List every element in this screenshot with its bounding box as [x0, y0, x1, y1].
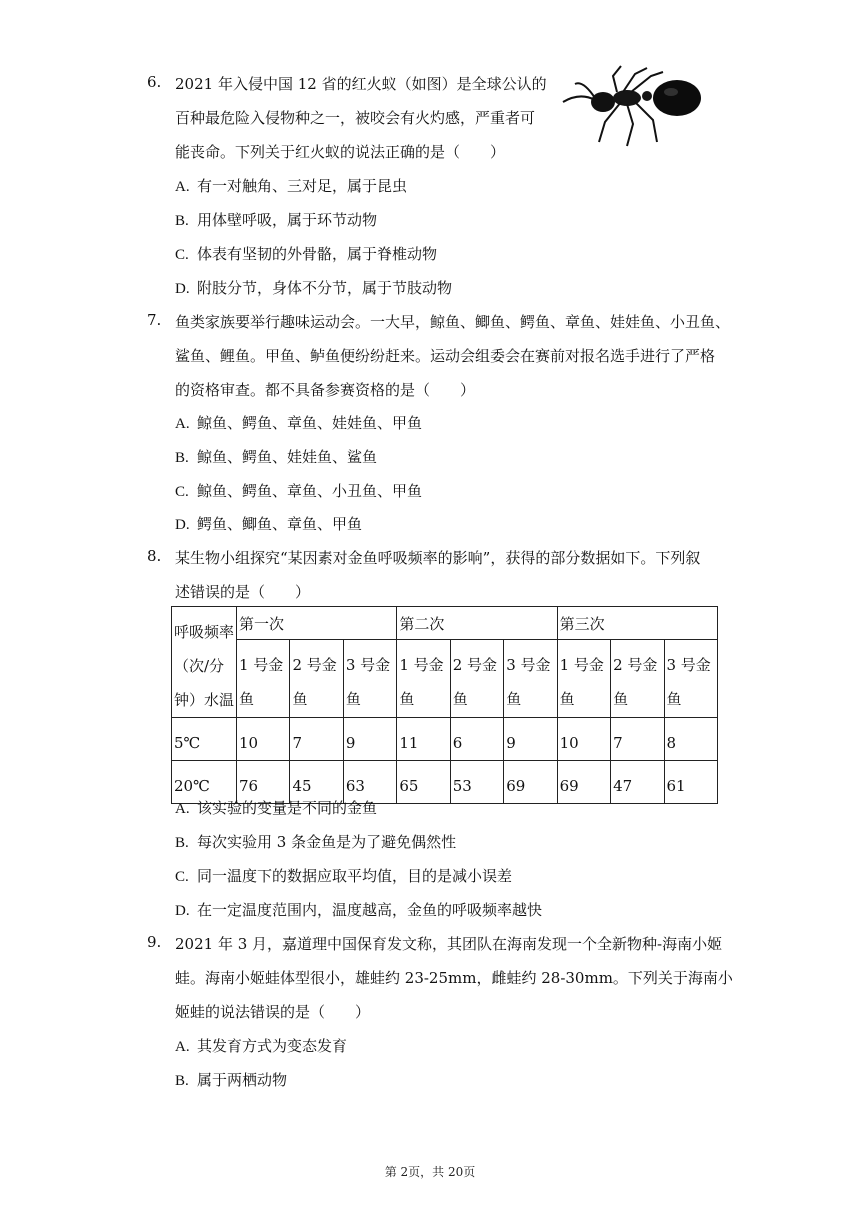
corner-label: 呼吸频率 [174, 623, 235, 641]
fish-header: 2 号金鱼 [450, 640, 503, 718]
option-d[interactable] [175, 513, 362, 534]
option-letter: B. [175, 835, 189, 851]
option-text: 用体壁呼吸，属于环节动物 [197, 211, 378, 229]
fish-header: 3 号金鱼 [343, 640, 396, 718]
fish-header: 1 号金鱼 [557, 640, 610, 718]
option-a[interactable] [175, 797, 377, 818]
option-letter: D. [175, 281, 190, 297]
option-c[interactable] [175, 865, 512, 886]
page-footer: 第 2页，共 20页 [384, 1165, 476, 1179]
option-text: 其发育方式为变态发育 [197, 1037, 348, 1055]
question-number: 8. [147, 547, 162, 565]
option-text: 鲸鱼、鳄鱼、娃娃鱼、鲨鱼 [197, 448, 378, 466]
option-text: 附肢分节，身体不分节，属于节肢动物 [197, 279, 453, 297]
group-header: 第三次 [557, 607, 717, 640]
fish-header: 2 号金鱼 [290, 640, 343, 718]
value-cell: 11 [397, 718, 450, 761]
fish-header: 3 号金鱼 [664, 640, 718, 718]
value-cell: 45 [290, 761, 343, 804]
value-cell: 76 [237, 761, 290, 804]
option-letter: C. [175, 484, 189, 500]
question-text-line: 鲨鱼、鲤鱼。甲鱼、鲈鱼便纷纷赶来。运动会组委会在赛前对报名选手进行了严格 [175, 347, 716, 365]
option-text: 每次实验用 3 条金鱼是为了避免偶然性 [197, 833, 457, 851]
value-cell: 9 [504, 718, 557, 761]
value-cell: 65 [397, 761, 450, 804]
option-d[interactable] [175, 899, 542, 920]
fish-header: 1 号金鱼 [237, 640, 290, 718]
option-text: 鲸鱼、鳄鱼、章鱼、小丑鱼、甲鱼 [197, 482, 423, 500]
option-text: 同一温度下的数据应取平均值，目的是减小误差 [197, 867, 513, 885]
option-letter: B. [175, 450, 189, 466]
question-number: 6. [147, 73, 162, 91]
question-text-line: 鱼类家族要举行趣味运动会。一大早，鲸鱼、鲫鱼、鳄鱼、章鱼、娃娃鱼、小丑鱼、 [175, 313, 731, 331]
option-c[interactable] [175, 480, 422, 501]
option-b[interactable] [175, 446, 377, 467]
table-row [172, 718, 718, 761]
question-text-line: 2021 年 3 月，嘉道理中国保育发文称，其团队在海南发现一个全新物种-海南小姬 [175, 935, 723, 953]
question-number: 7. [147, 311, 162, 329]
option-c[interactable] [175, 243, 437, 264]
value-cell: 10 [237, 718, 290, 761]
value-cell: 6 [450, 718, 503, 761]
value-cell: 47 [611, 761, 664, 804]
question-text-line: 百种最危险入侵物种之一，被咬会有火灼感，严重者可 [175, 109, 536, 127]
corner-label: （次/分 [174, 657, 225, 675]
temperature-cell: 20℃ [172, 761, 237, 804]
option-letter: B. [175, 213, 189, 229]
option-letter: A. [175, 1039, 190, 1055]
value-cell: 53 [450, 761, 503, 804]
option-text: 在一定温度范围内，温度越高，金鱼的呼吸频率越快 [197, 901, 543, 919]
option-text: 有一对触角、三对足，属于昆虫 [197, 177, 408, 195]
option-b[interactable] [175, 1069, 287, 1090]
option-text: 体表有坚韧的外骨骼，属于脊椎动物 [197, 245, 438, 263]
value-cell: 9 [343, 718, 396, 761]
group-header: 第一次 [237, 607, 397, 640]
value-cell: 69 [557, 761, 610, 804]
group-header: 第二次 [397, 607, 557, 640]
option-text: 鲸鱼、鳄鱼、章鱼、娃娃鱼、甲鱼 [197, 414, 423, 432]
option-letter: D. [175, 903, 190, 919]
option-d[interactable] [175, 277, 452, 298]
value-cell: 69 [504, 761, 557, 804]
option-letter: A. [175, 801, 190, 817]
question-number: 9. [147, 933, 162, 951]
goldfish-breathing-table [171, 606, 718, 804]
temperature-cell: 5℃ [172, 718, 237, 761]
fish-header: 2 号金鱼 [611, 640, 664, 718]
question-text-line: 的资格审查。都不具备参赛资格的是（ ） [175, 381, 476, 399]
question-text-line: 2021 年入侵中国 12 省的红火蚁（如图）是全球公认的 [175, 75, 547, 93]
option-letter: D. [175, 517, 190, 533]
question-text-line: 蛙。海南小姬蛙体型很小，雄蛙约 23-25mm，雌蛙约 28-30mm。下列关于海南小 [175, 969, 733, 987]
value-cell: 7 [290, 718, 343, 761]
value-cell: 8 [664, 718, 718, 761]
corner-label: 钟）水温 [174, 691, 235, 709]
question-text-line: 能丧命。下列关于红火蚁的说法正确的是（ ） [175, 143, 506, 161]
option-text: 该实验的变量是不同的金鱼 [197, 799, 378, 817]
option-letter: A. [175, 416, 190, 432]
question-text-line: 姬蛙的说法错误的是（ ） [175, 1003, 371, 1021]
option-letter: B. [175, 1073, 189, 1089]
question-text-line: 某生物小组探究“某因素对金鱼呼吸频率的影响”，获得的部分数据如下。下列叙 [175, 549, 701, 567]
option-letter: C. [175, 869, 189, 885]
ant-photo-icon [555, 62, 705, 148]
option-b[interactable] [175, 831, 456, 852]
option-a[interactable] [175, 1035, 347, 1056]
option-letter: C. [175, 247, 189, 263]
fish-header: 1 号金鱼 [397, 640, 450, 718]
value-cell: 61 [664, 761, 718, 804]
option-a[interactable] [175, 412, 422, 433]
value-cell: 63 [343, 761, 396, 804]
table-corner-cell [172, 607, 237, 718]
option-a[interactable] [175, 175, 407, 196]
fish-header: 3 号金鱼 [504, 640, 557, 718]
question-text-line: 述错误的是（ ） [175, 583, 311, 601]
option-letter: A. [175, 179, 190, 195]
option-text: 属于两栖动物 [197, 1071, 288, 1089]
option-text: 鳄鱼、鲫鱼、章鱼、甲鱼 [197, 515, 363, 533]
value-cell: 10 [557, 718, 610, 761]
option-b[interactable] [175, 209, 377, 230]
value-cell: 7 [611, 718, 664, 761]
